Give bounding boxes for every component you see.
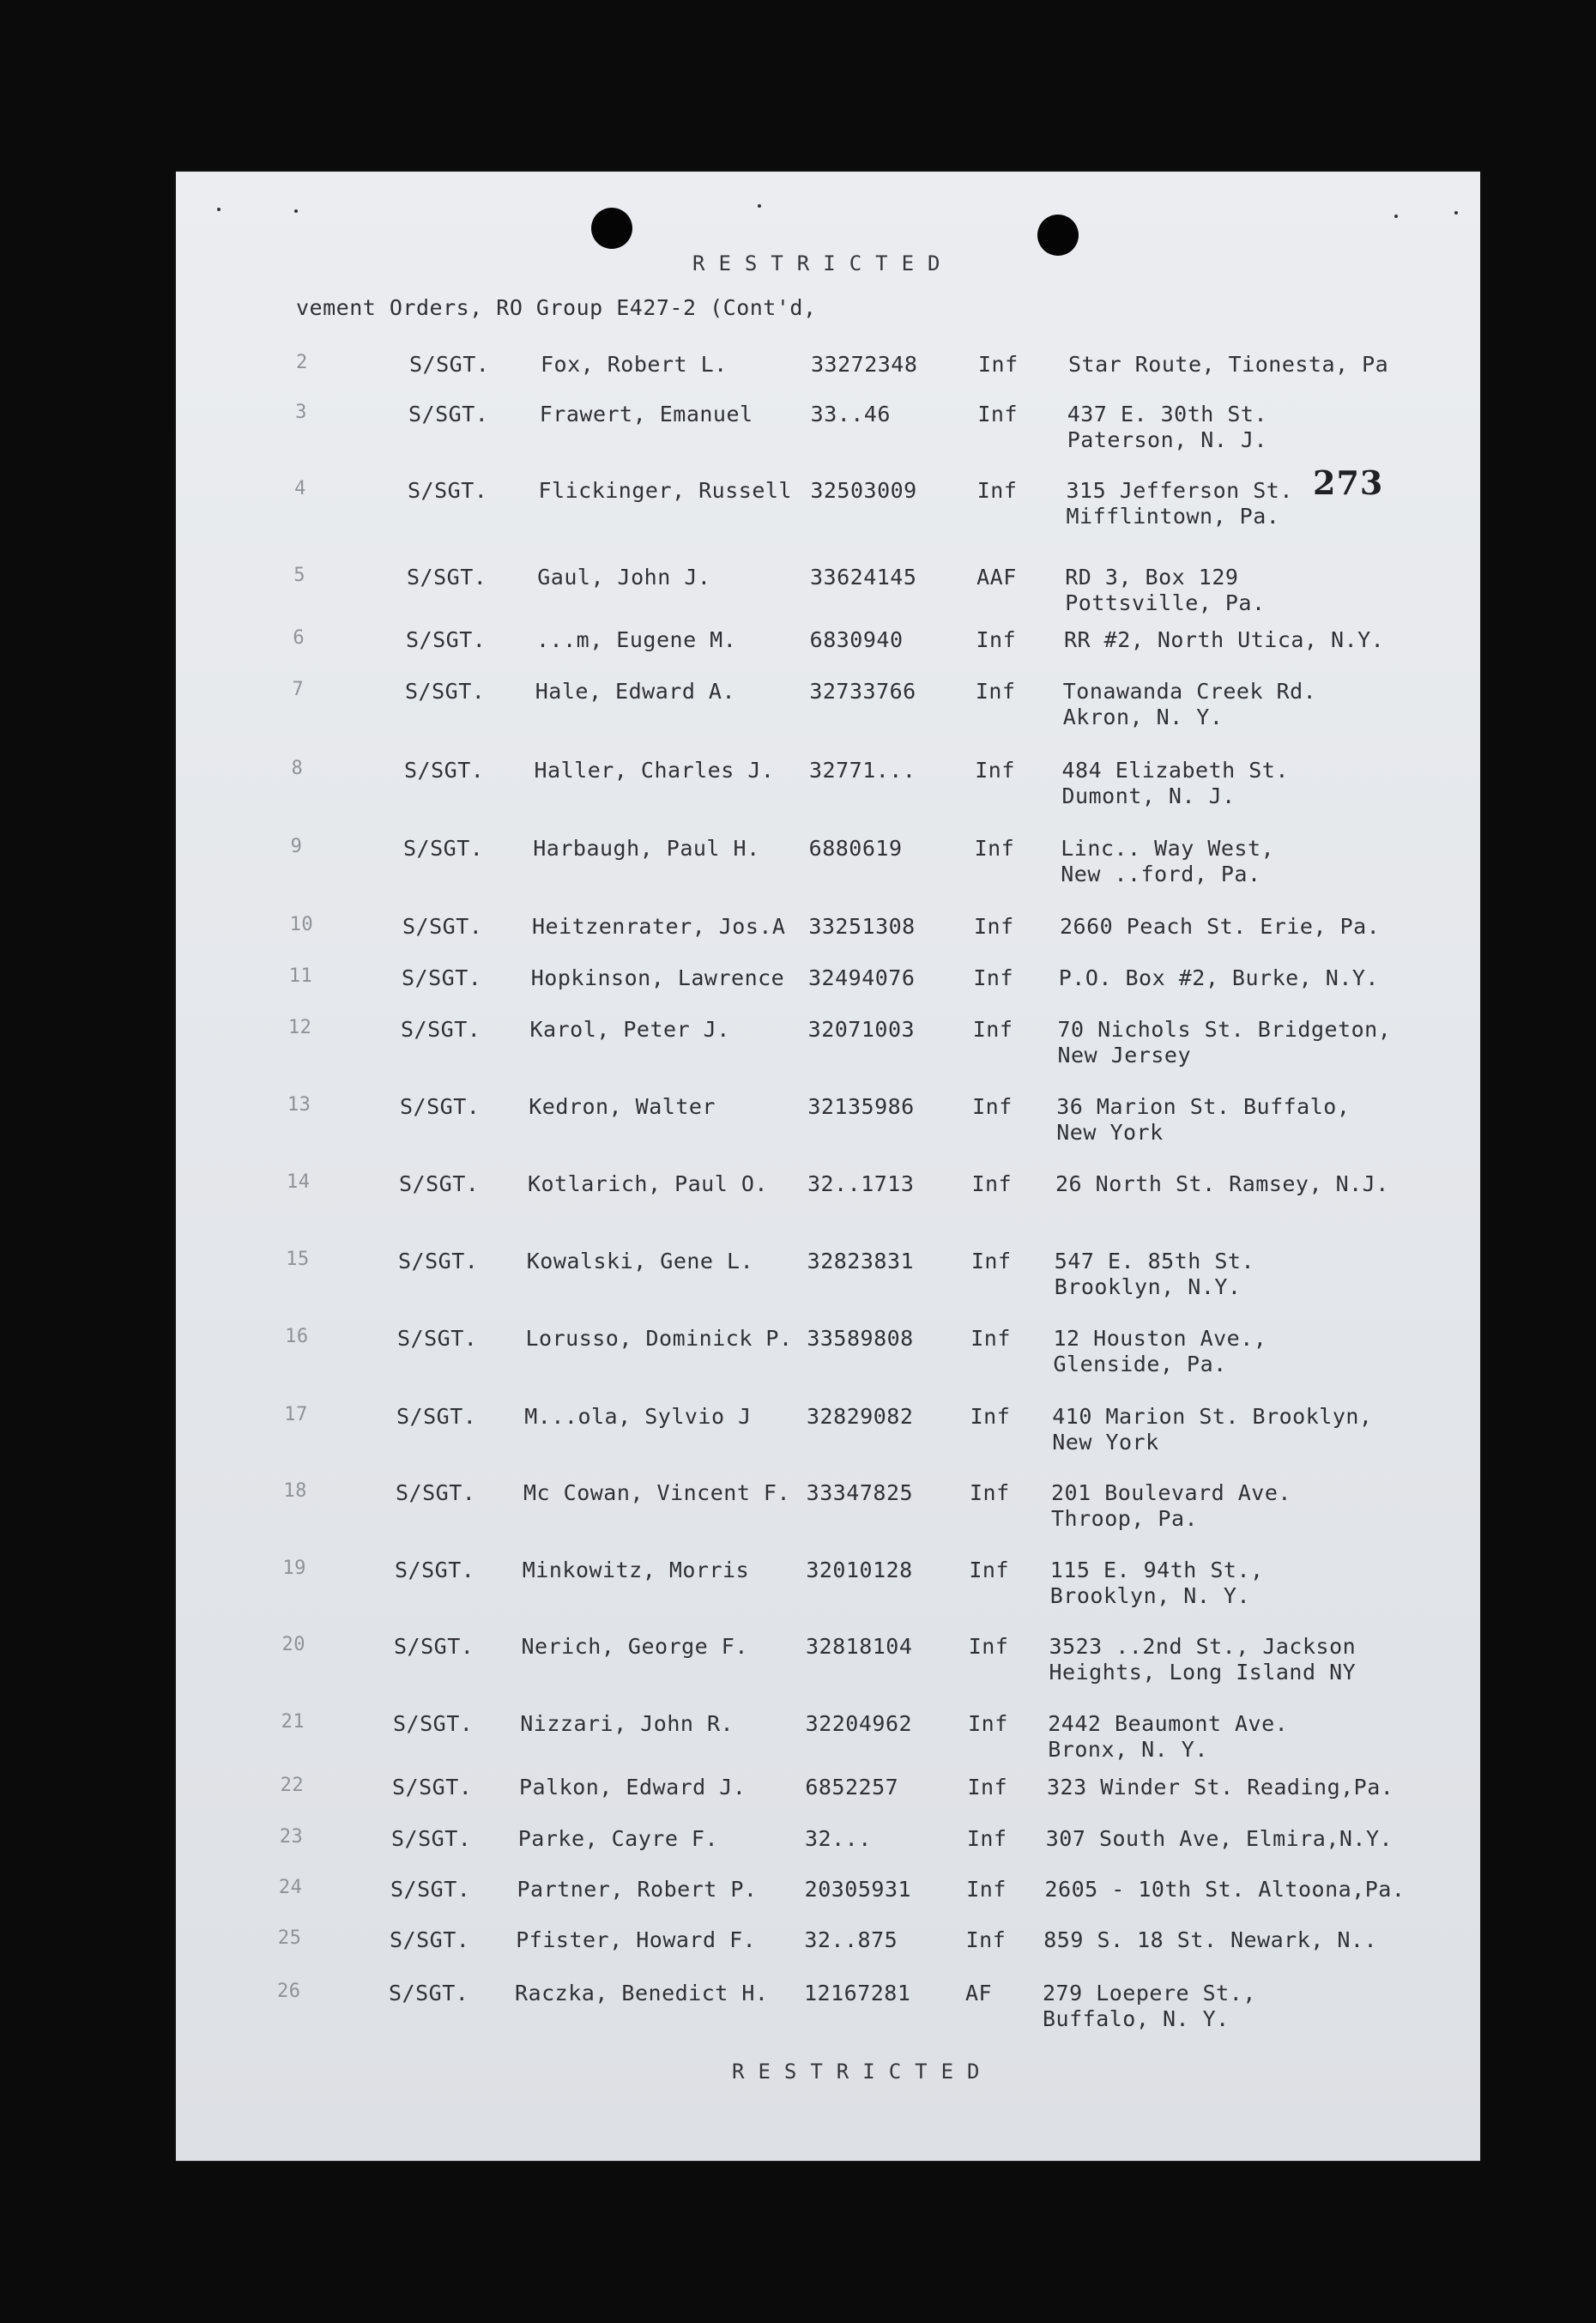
row-serial: 12167281 (804, 1981, 911, 2005)
row-name: Harbaugh, Paul H. (533, 836, 760, 861)
row-branch: Inf (975, 679, 1016, 704)
row-rank: S/SGT. (406, 627, 487, 652)
row-rank: S/SGT. (397, 1326, 478, 1351)
row-serial: 20305931 (804, 1877, 912, 1902)
restricted-footer: RESTRICTED (732, 2060, 994, 2084)
row-num: 22 (280, 1775, 305, 1796)
row-rank: S/SGT. (403, 836, 484, 861)
row-num: 17 (284, 1404, 308, 1425)
row-rank: S/SGT. (402, 965, 482, 990)
punch-hole-left (591, 208, 632, 249)
row-serial: 33624145 (810, 565, 917, 590)
row-num: 9 (290, 836, 303, 857)
row-serial: 6830940 (809, 627, 904, 652)
row-name: Raczka, Benedict H. (515, 1981, 769, 2005)
row-address: P.O. Box #2, Burke, N.Y. (1058, 965, 1379, 990)
row-serial: 32... (805, 1826, 872, 1851)
row-branch: Inf (973, 965, 1014, 990)
row-rank: S/SGT. (408, 478, 488, 503)
row-branch: Inf (977, 402, 1019, 426)
row-rank: S/SGT. (408, 402, 489, 426)
row-serial: 6852257 (805, 1775, 899, 1800)
row-serial: 32..1713 (807, 1171, 915, 1196)
row-branch: Inf (976, 627, 1017, 652)
row-name: Partner, Robert P. (517, 1877, 758, 1902)
row-branch: Inf (978, 352, 1019, 377)
row-branch: AAF (976, 565, 1017, 590)
row-address: 36 Marion St. Buffalo, New York (1056, 1094, 1351, 1145)
row-branch: Inf (969, 1558, 1010, 1582)
row-rank: S/SGT. (390, 1877, 471, 1902)
row-branch: Inf (967, 1775, 1008, 1800)
row-serial: 32823831 (807, 1249, 915, 1273)
row-address: 323 Winder St. Reading,Pa. (1047, 1775, 1394, 1800)
row-name: Nizzari, John R. (520, 1711, 735, 1736)
row-branch: Inf (972, 1094, 1013, 1119)
row-num: 14 (287, 1171, 311, 1193)
row-address: Linc.. Way West, New ..ford, Pa. (1061, 836, 1275, 886)
row-serial: 32071003 (807, 1017, 916, 1042)
row-num: 23 (279, 1826, 304, 1848)
row-address: 2605 - 10th St. Altoona,Pa. (1044, 1877, 1406, 1902)
row-address: RD 3, Box 129 Pottsville, Pa. (1065, 565, 1266, 615)
row-address: 26 North St. Ramsey, N.J. (1055, 1171, 1389, 1196)
row-name: ...m, Eugene M. (536, 627, 737, 652)
row-address: 115 E. 94th St., Brooklyn, N. Y. (1049, 1558, 1264, 1608)
row-name: Pfister, Howard F. (516, 1927, 757, 1952)
row-name: Hale, Edward A. (535, 679, 736, 704)
row-serial: 32503009 (810, 478, 917, 503)
document-page (176, 172, 1480, 2161)
row-address: 307 South Ave, Elmira,N.Y. (1045, 1826, 1393, 1851)
row-serial: 32818104 (806, 1634, 913, 1659)
row-name: Gaul, John J. (537, 565, 711, 590)
paper-speck (217, 208, 221, 211)
row-serial: 6880619 (808, 836, 903, 861)
row-name: Kowalski, Gene L. (526, 1249, 754, 1273)
row-address: 2660 Peach St. Erie, Pa. (1060, 914, 1381, 939)
row-rank: S/SGT. (409, 352, 490, 377)
row-branch: Inf (974, 914, 1014, 939)
row-num: 5 (293, 565, 305, 586)
row-rank: S/SGT. (402, 914, 483, 939)
row-address: 484 Elizabeth St. Dumont, N. J. (1061, 758, 1289, 808)
row-serial: 32..875 (804, 1927, 898, 1952)
row-branch: AF (965, 1981, 993, 2005)
row-name: Kedron, Walter (529, 1094, 716, 1119)
row-address: 70 Nichols St. Bridgeton, New Jersey (1057, 1017, 1392, 1068)
row-name: Frawert, Emanuel (539, 402, 753, 426)
row-branch: Inf (970, 1480, 1010, 1505)
row-branch: Inf (968, 1634, 1009, 1659)
row-branch: Inf (970, 1326, 1011, 1351)
row-num: 19 (282, 1558, 306, 1579)
row-serial: 32204962 (805, 1711, 913, 1736)
row-num: 24 (278, 1877, 303, 1898)
row-serial: 33272348 (811, 352, 918, 377)
row-rank: S/SGT. (407, 565, 487, 590)
row-num: 21 (281, 1711, 305, 1733)
row-rank: S/SGT. (391, 1826, 472, 1851)
row-num: 13 (287, 1094, 311, 1116)
row-num: 15 (286, 1249, 310, 1270)
row-num: 18 (283, 1480, 307, 1502)
row-name: Fox, Robert L. (541, 352, 728, 377)
row-num: 12 (287, 1017, 312, 1038)
row-rank: S/SGT. (390, 1927, 470, 1952)
row-serial: 33589808 (807, 1326, 914, 1351)
document-title: vement Orders, RO Group E427-2 (Cont'd, (296, 295, 817, 320)
row-name: Lorusso, Dominick P. (525, 1326, 793, 1351)
paper-speck (758, 204, 761, 208)
row-branch: Inf (965, 1927, 1007, 1952)
row-address: 3523 ..2nd St., Jackson Heights, Long Island NY (1049, 1634, 1357, 1685)
row-name: Karol, Peter J. (529, 1017, 730, 1042)
row-rank: S/SGT. (396, 1404, 477, 1429)
row-name: Palkon, Edward J. (519, 1775, 747, 1800)
restricted-header: RESTRICTED (692, 251, 954, 275)
row-branch: Inf (970, 1404, 1011, 1429)
row-name: Mc Cowan, Vincent F. (523, 1480, 791, 1505)
page-number: 273 (1313, 463, 1384, 502)
paper-speck (1394, 215, 1398, 218)
row-rank: S/SGT. (396, 1480, 476, 1505)
row-num: 25 (277, 1927, 302, 1949)
row-serial: 32494076 (808, 965, 916, 990)
row-rank: S/SGT. (394, 1634, 475, 1659)
row-num: 7 (292, 679, 305, 700)
row-branch: Inf (976, 478, 1018, 503)
row-num: 10 (289, 914, 314, 935)
row-address: 12 Houston Ave., Glenside, Pa. (1053, 1326, 1267, 1376)
row-num: 3 (295, 402, 307, 423)
row-rank: S/SGT. (400, 1094, 481, 1119)
row-num: 16 (285, 1326, 309, 1347)
row-num: 2 (296, 352, 308, 373)
punch-hole-right (1037, 215, 1079, 256)
row-num: 20 (281, 1634, 305, 1655)
row-serial: 32733766 (809, 679, 916, 704)
row-address: 547 E. 85th St. Brooklyn, N.Y. (1054, 1249, 1255, 1299)
row-branch: Inf (966, 1826, 1007, 1851)
row-serial: 32771... (809, 758, 916, 783)
row-rank: S/SGT. (389, 1981, 469, 2005)
row-branch: Inf (972, 1017, 1013, 1042)
row-serial: 32010128 (806, 1558, 913, 1582)
row-rank: S/SGT. (398, 1249, 479, 1273)
row-num: 4 (294, 478, 306, 499)
row-address: Star Route, Tionesta, Pa (1068, 352, 1389, 377)
row-rank: S/SGT. (392, 1775, 473, 1800)
row-name: Hopkinson, Lawrence (530, 965, 785, 990)
row-branch: Inf (966, 1877, 1007, 1902)
row-name: Kotlarich, Paul O. (528, 1171, 768, 1196)
row-branch: Inf (974, 836, 1015, 861)
row-serial: 32829082 (807, 1404, 914, 1429)
row-rank: S/SGT. (393, 1711, 474, 1736)
paper-speck (294, 209, 298, 213)
row-name: Parke, Cayre F. (517, 1826, 719, 1851)
row-address: RR #2, North Utica, N.Y. (1064, 627, 1385, 652)
row-name: Minkowitz, Morris (522, 1558, 750, 1582)
row-rank: S/SGT. (404, 758, 485, 783)
row-address: 2442 Beaumont Ave. Bronx, N. Y. (1048, 1711, 1289, 1762)
row-num: 11 (288, 965, 313, 987)
row-branch: Inf (968, 1711, 1008, 1736)
row-address: 437 E. 30th St. Paterson, N. J. (1067, 402, 1268, 452)
row-serial: 33..46 (810, 402, 891, 426)
row-address: 859 S. 18 St. Newark, N.. (1043, 1927, 1378, 1952)
row-serial: 33347825 (806, 1480, 914, 1505)
row-num: 8 (291, 758, 304, 779)
row-name: Heitzenrater, Jos.A (532, 914, 786, 939)
row-rank: S/SGT. (405, 679, 486, 704)
row-name: Flickinger, Russell (538, 478, 792, 503)
paper-speck (1454, 211, 1458, 215)
row-serial: 32135986 (807, 1094, 915, 1119)
row-rank: S/SGT. (401, 1017, 481, 1042)
row-rank: S/SGT. (395, 1558, 475, 1582)
row-rank: S/SGT. (399, 1171, 480, 1196)
row-num: 26 (277, 1981, 301, 2002)
row-num: 6 (293, 627, 305, 649)
row-address: Tonawanda Creek Rd. Akron, N. Y. (1062, 679, 1317, 729)
row-address: 279 Loepere St., Buffalo, N. Y. (1043, 1981, 1256, 2031)
row-branch: Inf (971, 1171, 1013, 1196)
row-address: 201 Boulevard Ave. Throop, Pa. (1051, 1480, 1291, 1531)
row-name: Haller, Charles J. (534, 758, 775, 783)
row-branch: Inf (975, 758, 1015, 783)
row-address: 410 Marion St. Brooklyn, New York (1052, 1404, 1373, 1455)
row-address: 315 Jefferson St. Mifflintown, Pa. (1066, 478, 1293, 529)
row-name: M...ola, Sylvio J (524, 1404, 752, 1429)
row-name: Nerich, George F. (521, 1634, 748, 1659)
row-serial: 33251308 (808, 914, 916, 939)
row-branch: Inf (970, 1249, 1012, 1273)
